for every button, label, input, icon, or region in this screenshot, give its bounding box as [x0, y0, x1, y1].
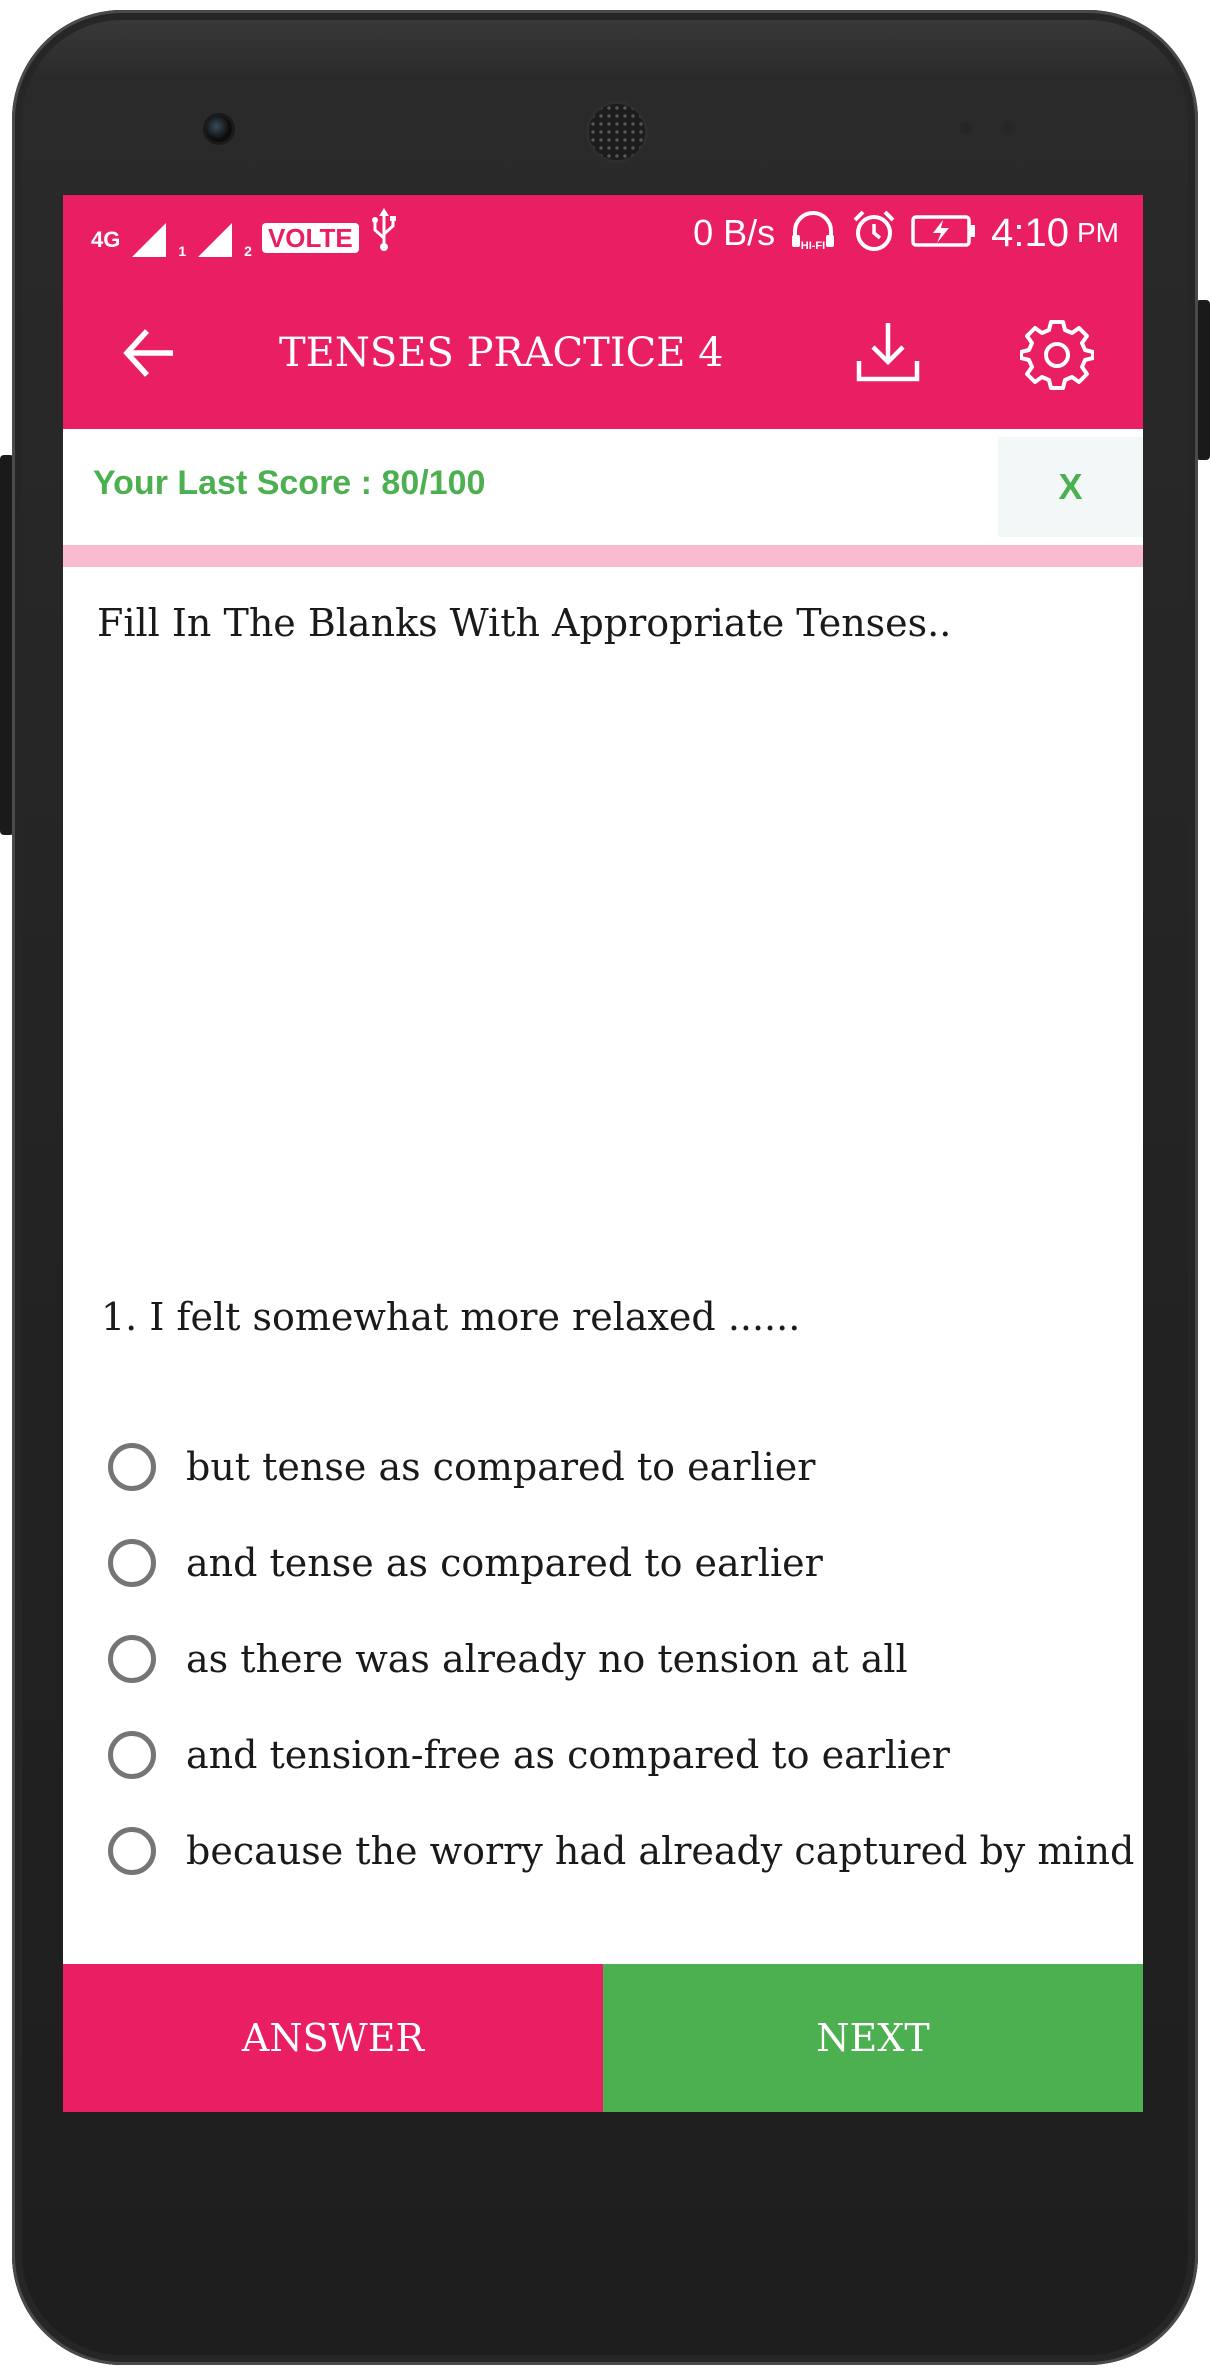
- answer-option[interactable]: [108, 1523, 1128, 1603]
- bottom-action-bar: [63, 1964, 1143, 2112]
- network-type: 4G: [91, 227, 121, 252]
- radio-button[interactable]: [108, 1827, 156, 1875]
- front-camera: [206, 116, 232, 142]
- quiz-content: [63, 567, 1143, 2112]
- status-bar: [63, 195, 1143, 277]
- clock-time: 4:10: [991, 210, 1069, 255]
- download-icon[interactable]: [853, 317, 923, 387]
- sim1-label: 1: [178, 243, 187, 259]
- usb-icon: [369, 208, 399, 257]
- radio-button[interactable]: [108, 1635, 156, 1683]
- battery-charging-icon: [911, 214, 977, 253]
- status-left: [91, 209, 399, 259]
- sim2-label: 2: [244, 243, 252, 259]
- answer-option[interactable]: [108, 1427, 1128, 1507]
- answer-option-label: and tension-free as compared to earlier: [186, 1733, 950, 1777]
- answer-option[interactable]: [108, 1619, 1128, 1699]
- radio-button[interactable]: [108, 1731, 156, 1779]
- alarm-icon: [851, 208, 897, 259]
- hifi-headphones-icon: [789, 211, 837, 256]
- signal-icon: [196, 221, 234, 259]
- app-screen: [63, 195, 1143, 2112]
- light-sensor: [1002, 122, 1014, 134]
- radio-button[interactable]: [108, 1443, 156, 1491]
- answer-option[interactable]: [108, 1811, 1135, 1891]
- quiz-progress-bar: [63, 545, 1143, 567]
- answer-option-label: but tense as compared to earlier: [186, 1445, 816, 1489]
- svg-text:HI-FI: HI-FI: [800, 239, 826, 251]
- power-button: [1196, 300, 1210, 460]
- radio-button[interactable]: [108, 1539, 156, 1587]
- earpiece-speaker: [589, 104, 645, 160]
- gear-icon[interactable]: [1020, 317, 1094, 391]
- quiz-question: 1. I felt somewhat more relaxed ......: [101, 1295, 801, 1339]
- last-score-text: Your Last Score : 80/100: [93, 464, 486, 502]
- quiz-instruction: Fill In The Blanks With Appropriate Tenses..: [97, 601, 952, 645]
- close-score-button[interactable]: [998, 437, 1143, 537]
- signal-icon: [130, 221, 168, 259]
- answer-button[interactable]: ANSWER: [63, 1964, 603, 2112]
- answer-option-label: because the worry had already captured by mind: [186, 1829, 1135, 1873]
- network-speed: 0 B/s: [693, 212, 776, 253]
- next-button[interactable]: NEXT: [603, 1964, 1143, 2112]
- answer-option-label: as there was already no tension at all: [186, 1637, 908, 1681]
- status-right: [693, 205, 1119, 261]
- close-label: X: [1058, 466, 1083, 507]
- volte-badge: VOLTE: [262, 223, 359, 253]
- back-arrow-icon[interactable]: [119, 323, 179, 383]
- page-title: TENSES PRACTICE 4: [279, 330, 724, 376]
- answer-option[interactable]: [108, 1715, 1128, 1795]
- last-score-bar: [63, 429, 1143, 537]
- clock-ampm: PM: [1077, 217, 1119, 248]
- proximity-sensor: [960, 122, 972, 134]
- answer-option-label: and tense as compared to earlier: [186, 1541, 823, 1585]
- app-toolbar: [63, 277, 1143, 429]
